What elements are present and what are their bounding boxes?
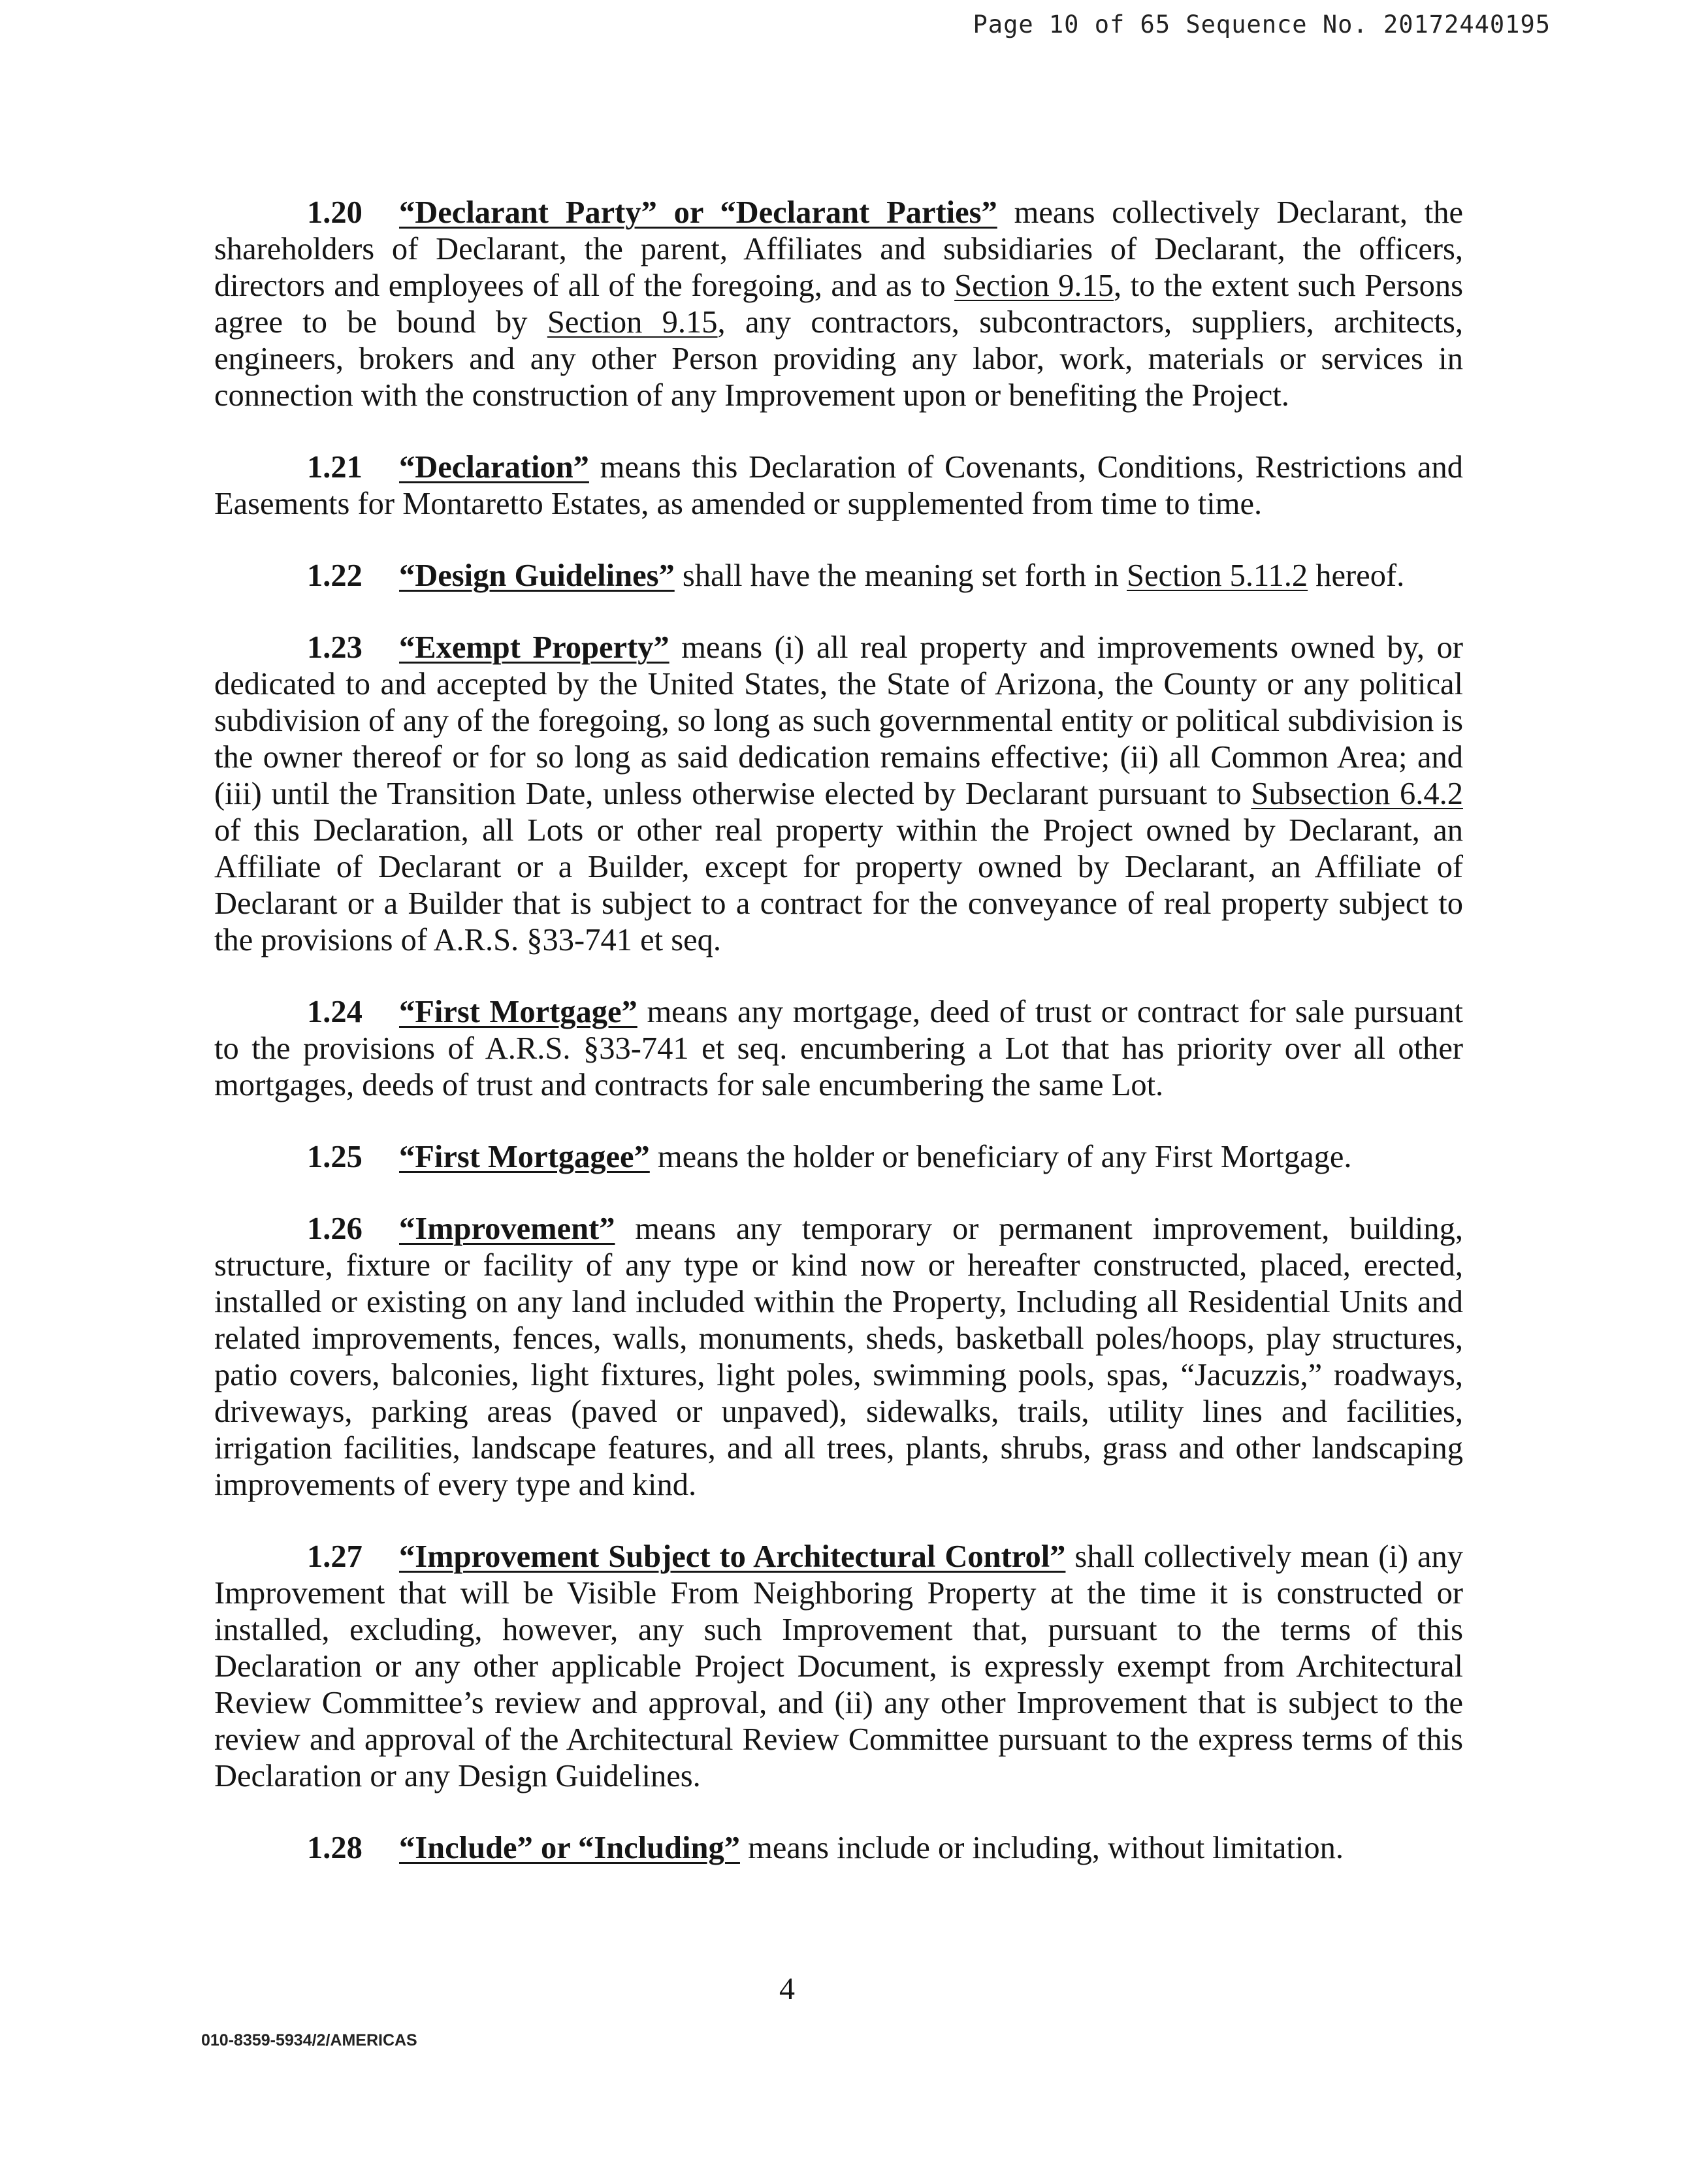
defined-term: “Design Guidelines” — [399, 558, 675, 593]
definition-text: means include or including, without limitation. — [739, 1831, 1344, 1865]
definition-1-23 — [214, 630, 1463, 959]
section-reference: Subsection 6.4.2 — [1251, 777, 1463, 811]
definition-text: means the holder or beneficiary of any First Mortgage. — [649, 1140, 1352, 1174]
definition-text: means collectively Declarant, the shareholders of Declarant, the parent, Affiliates and subsidiaries of Declarant, the officers, directors and employees of all of the foregoing, and as to — [214, 195, 1463, 303]
definition-text: means (i) all real property and improvements owned by, or dedicated to and accepted by the United States, the State of Arizona, the County or any political subdivision of any of the foregoing, so long as such governmental entity or political subdivision is the owner thereof or for so long as said dedication remains effective; (ii) all Common Area; and (iii) until the Transition Date, unless otherwise elected by Declarant pursuant to — [214, 630, 1463, 811]
section-number: 1.28 — [307, 1831, 363, 1865]
page-number: 4 — [779, 1972, 795, 2006]
section-reference: Section 9.15 — [954, 268, 1114, 303]
section-number: 1.23 — [307, 630, 363, 665]
definition-text: means this Declaration of Covenants, Conditions, Restrictions and Easements for Montaretto Estates, as amended or supplemented from time to time. — [214, 450, 1463, 521]
section-number: 1.24 — [307, 995, 363, 1029]
section-reference: Section 5.11.2 — [1127, 558, 1308, 593]
definition-text: of this Declaration, all Lots or other real property within the Project owned by Declarant, an Affiliate of Declarant or a Builder, except for property owned by Declarant, an Affiliate of Declarant or a Builder that is subject to a contract for the conveyance of real property subject to the provisions of A.R.S. §33-741 et seq. — [214, 813, 1463, 957]
defined-term: “Declaration” — [399, 450, 589, 485]
definition-1-21 — [214, 449, 1463, 522]
section-number: 1.21 — [307, 450, 363, 485]
defined-term: “Improvement” — [399, 1212, 615, 1246]
document-id: 010-8359-5934/2/AMERICAS — [201, 2031, 417, 2049]
defined-term: “First Mortgage” — [399, 995, 637, 1029]
definition-1-24 — [214, 994, 1463, 1104]
section-number: 1.22 — [307, 558, 363, 593]
definition-text: shall collectively mean (i) any Improvement that will be Visible From Neighboring Property at the time it is constructed or installed, excluding, however, any such Improvement that, pursuant to the terms of this Declaration or any other applicable Project Document, is expressly exempt from Architectural Review Committee’s review and approval, and (ii) any other Improvement that is subject to the review and approval of the Architectural Review Committee pursuant to the express terms of this Declaration or any Design Guidelines. — [214, 1539, 1463, 1793]
definition-1-20 — [214, 195, 1463, 414]
defined-term: “Declarant Party” or “Declarant Parties” — [399, 195, 997, 230]
document-body — [214, 195, 1463, 1902]
definition-1-27 — [214, 1539, 1463, 1795]
definition-text: means any temporary or permanent improvement, building, structure, fixture or facility of any type or kind now or hereafter constructed, placed, erected, installed or existing on any land included within the Property, Including all Residential Units and related improvements, fences, walls, monuments, sheds, basketball poles/hoops, play structures, patio covers, balconies, light fixtures, light poles, swimming pools, spas, “Jacuzzis,” roadways, driveways, parking areas (paved or unpaved), sidewalks, trails, utility lines and facilities, irrigation facilities, landscape features, and all trees, plants, shrubs, grass and other landscaping improvements of every type and kind. — [214, 1212, 1463, 1502]
definition-text: , to the extent such Persons agree to be bound by — [214, 268, 1463, 340]
section-reference: Section 9.15 — [547, 305, 718, 340]
defined-term: “Include” or “Including” — [399, 1831, 740, 1865]
section-number: 1.25 — [307, 1140, 363, 1174]
section-number: 1.26 — [307, 1212, 363, 1246]
definition-1-26 — [214, 1211, 1463, 1503]
definition-text: shall have the meaning set forth in — [674, 558, 1127, 593]
definition-1-25 — [214, 1139, 1463, 1176]
defined-term: “Exempt Property” — [399, 630, 669, 665]
definition-1-28 — [214, 1830, 1463, 1867]
definition-text: hereof. — [1308, 558, 1405, 593]
section-number: 1.20 — [307, 195, 363, 230]
defined-term: “Improvement Subject to Architectural Control” — [399, 1539, 1066, 1574]
page-sequence-header: Page 10 of 65 Sequence No. 20172440195 — [973, 10, 1551, 39]
section-number: 1.27 — [307, 1539, 363, 1574]
defined-term: “First Mortgagee” — [399, 1140, 650, 1174]
definition-text: means any mortgage, deed of trust or contract for sale pursuant to the provisions of A.R.S. §33-741 et seq. encumbering a Lot that has priority over all other mortgages, deeds of trust and contracts for sale encumbering the same Lot. — [214, 995, 1463, 1102]
definition-1-22 — [214, 558, 1463, 594]
definition-text: , any contractors, subcontractors, suppliers, architects, engineers, brokers and any other Person providing any labor, work, materials or services in connection with the construction of any Improvement upon or benefiting the Project. — [214, 305, 1464, 413]
